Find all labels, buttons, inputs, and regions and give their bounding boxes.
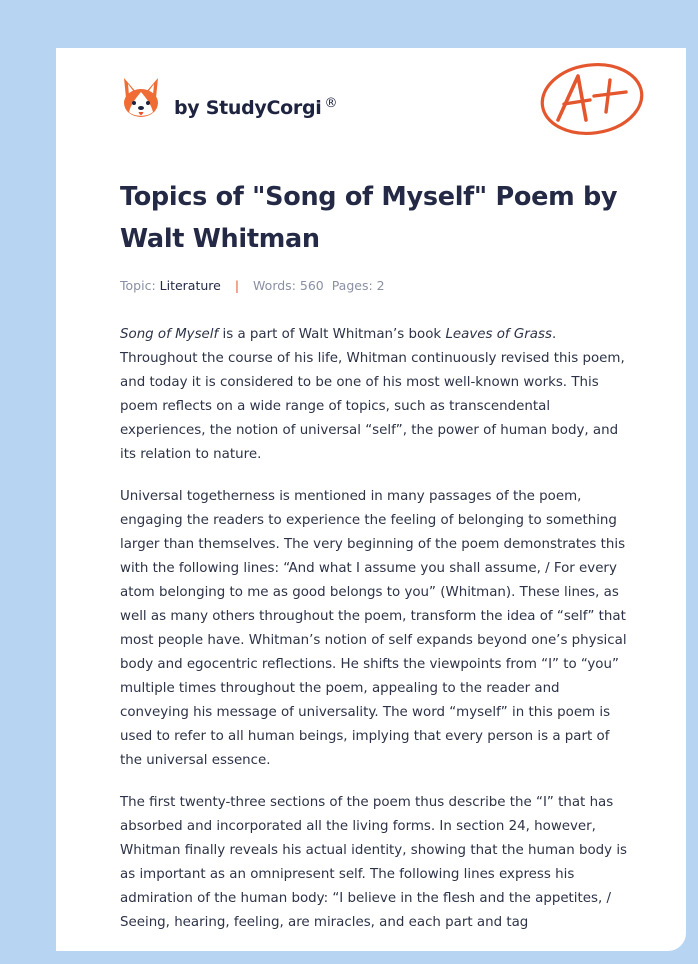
document-page bbox=[56, 48, 686, 951]
paragraph-3: The first twenty-three sections of the poem thus describe the “I” that has absorbed and incorporated all the living forms. In section 24, however, Whitman finally reveals his actual identity, showing that the human body is as important as an omnipresent self. The following lines express his admiration of the human body: “I believe in the flesh and the appetites, / Seeing, hearing, feeling, are miracles, and each part and tag bbox=[120, 795, 628, 930]
page-count: Pages: 2 bbox=[331, 278, 385, 293]
page-header bbox=[56, 48, 686, 168]
topic-label: Topic: bbox=[120, 278, 156, 293]
article bbox=[120, 176, 632, 951]
paragraph-text: is a part of Walt Whitman’s book bbox=[218, 327, 446, 342]
article-meta bbox=[120, 278, 632, 293]
word-count: Words: 560 bbox=[253, 278, 324, 293]
book-title-italic: Leaves of Grass bbox=[445, 327, 552, 342]
meta-separator: | bbox=[234, 278, 240, 293]
page-title: Topics of "Song of Myself" Poem by Walt Whitman bbox=[120, 182, 618, 254]
a-plus-grade-icon bbox=[536, 58, 648, 140]
brand-name[interactable] bbox=[174, 96, 337, 119]
paragraph-text: . Throughout the course of his life, Whitman continuously revised this poem, and today it is considered to be one of his most well-known works. This poem reflects on a wide range of topics, such as transcendental experiences, the notion of universal “self”, the power of human body, and its relation to nature. bbox=[120, 327, 625, 462]
brand-text: by StudyCorgi bbox=[174, 97, 322, 119]
topic-link[interactable]: Literature bbox=[159, 278, 221, 293]
work-title-italic: Song of Myself bbox=[120, 327, 219, 342]
paragraph-1 bbox=[120, 323, 632, 467]
article-body bbox=[120, 323, 632, 935]
paragraph-2: Universal togetherness is mentioned in many passages of the poem, engaging the readers to experience the feeling of belonging to something larger than themselves. The very beginning of the poem demonstrates this with the following lines: “And what I assume you shall assume, / For every atom belonging to me as good belongs to you” (Whitman). These lines, as well as many others throughout the poem, transform the idea of “self” that most people have. Whitman’s notion of self expands beyond one’s physical body and egocentric reflections. He shifts the viewpoints from “I” to “you” multiple times throughout the poem, appealing to the reader and conveying his message of universality. The word “myself” in this poem is used to refer to all human beings, implying that every person is a part of the universal essence. bbox=[120, 489, 627, 768]
corgi-logo-icon[interactable] bbox=[120, 76, 162, 120]
registered-mark: ® bbox=[324, 96, 338, 111]
